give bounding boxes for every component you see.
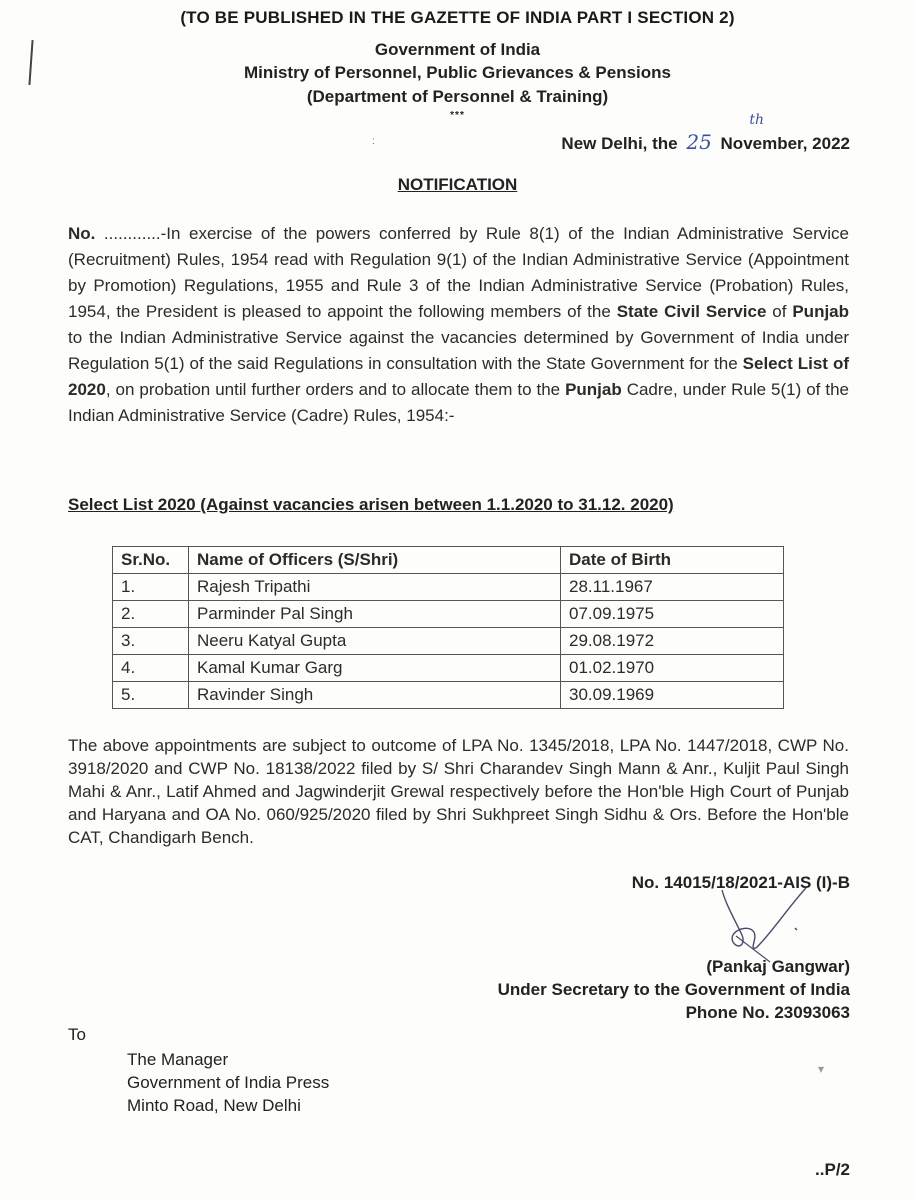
header-name: Name of Officers (S/Shri) <box>189 547 561 574</box>
dateline-prefix: New Delhi, the <box>561 134 678 153</box>
dateline-month-year: November, 2022 <box>720 134 850 153</box>
scan-smudge: ▾ <box>818 1062 825 1076</box>
officers-table <box>112 546 784 709</box>
table-row <box>113 628 784 655</box>
to-label: To <box>68 1025 86 1044</box>
cell-dob: 30.09.1969 <box>561 682 784 709</box>
address-line: Government of India Press <box>127 1073 330 1092</box>
cell-dob: 29.08.1972 <box>561 628 784 655</box>
cell-name: Rajesh Tripathi <box>189 574 561 601</box>
reference-number: No. 14015/18/2021-AIS (I)-B <box>631 873 850 892</box>
cell-sr-no: 3. <box>113 628 189 655</box>
dateline-day-suffix: th <box>749 112 765 128</box>
no-dots: ............ <box>95 224 161 243</box>
header-sr-no: Sr.No. <box>113 547 189 574</box>
tick-mark: : <box>372 136 375 147</box>
signatory-phone: Phone No. 23093063 <box>685 1003 850 1022</box>
no-label: No. <box>68 224 96 243</box>
dateline-day-handwritten: 25 <box>686 130 712 154</box>
header-dob: Date of Birth <box>561 547 784 574</box>
table-header-row <box>113 547 784 574</box>
cell-dob: 07.09.1975 <box>561 601 784 628</box>
ministry-heading: Ministry of Personnel, Public Grievances & Pensions <box>243 63 672 82</box>
signatory-name: (Pankaj Gangwar) <box>706 957 850 976</box>
cell-sr-no: 5. <box>113 682 189 709</box>
recipient-address <box>127 1048 329 1117</box>
department-heading: (Department of Personnel & Training) <box>306 87 609 106</box>
government-heading: Government of India <box>374 40 541 59</box>
address-line: The Manager <box>127 1050 229 1069</box>
table-row <box>113 601 784 628</box>
separator-stars: *** <box>450 110 465 121</box>
cell-name: Parminder Pal Singh <box>189 601 561 628</box>
page-continuation-marker: ..P/2 <box>815 1160 850 1179</box>
notification-body: No. ............-In exercise of the powers conferred by Rule 8(1) of the Indian Administrative Service (Recruitment) Rules, 1954 read with Regulation 9(1) of the Indian Administrative Service (Appointment by Promotion) Regulations, 1955 and Rule 3 of the Indian Administrative Service (Probation) Rules, 1954, the President is pleased to appoint the following members of the State Civil Service of Punjab to the Indian Administrative Service against the vacancies determined by Government of India under Regulation 5(1) of the said Regulations in consultation with the State Government for the Select List of 2020, on probation until further orders and to allocate them to the Punjab Cadre, under Rule 5(1) of the Indian Administrative Service (Cadre) Rules, 1954:- <box>68 224 850 425</box>
appointments-condition-paragraph: The above appointments are subject to outcome of LPA No. 1345/2018, LPA No. 1447/2018, CWP No. 3918/2020 and CWP No. 18138/2022 filed by S/ Shri Charandev Singh Mann & Anr., Kuljit Paul Singh Mahi & Anr., Latif Ahmed and Jagwinderjit Grewal respectively before the Hon'ble High Court of Punjab and Haryana and OA No. 060/925/2020 filed by Shri Sukhpreet Singh Sidhu & Ors. Before the Hon'ble CAT, Chandigarh Bench. <box>68 736 849 847</box>
cell-dob: 28.11.1967 <box>561 574 784 601</box>
cell-name: Ravinder Singh <box>189 682 561 709</box>
select-list-heading: Select List 2020 (Against vacancies arisen between 1.1.2020 to 31.12. 2020) <box>68 495 674 514</box>
dateline <box>561 112 850 154</box>
cell-sr-no: 4. <box>113 655 189 682</box>
table-row <box>113 655 784 682</box>
cell-name: Kamal Kumar Garg <box>189 655 561 682</box>
cell-sr-no: 2. <box>113 601 189 628</box>
address-line: Minto Road, New Delhi <box>127 1096 301 1115</box>
notification-title: NOTIFICATION <box>397 175 518 194</box>
cell-dob: 01.02.1970 <box>561 655 784 682</box>
table-row <box>113 574 784 601</box>
gazette-line: (TO BE PUBLISHED IN THE GAZETTE OF INDIA PART I SECTION 2) <box>180 8 735 27</box>
cell-name: Neeru Katyal Gupta <box>189 628 561 655</box>
cell-sr-no: 1. <box>113 574 189 601</box>
table-row <box>113 682 784 709</box>
signatory-designation: Under Secretary to the Government of India <box>497 980 850 999</box>
